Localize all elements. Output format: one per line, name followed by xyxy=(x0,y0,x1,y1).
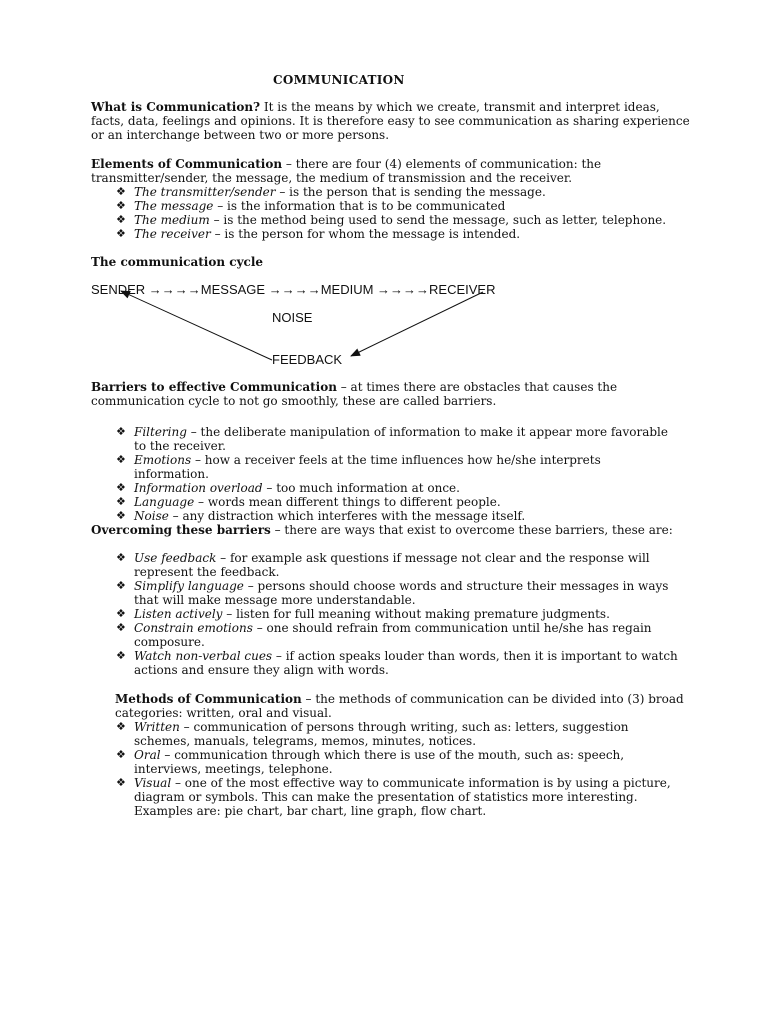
feedback-to-sender-arrow xyxy=(121,291,272,360)
element-desc: – is the person for whom the message is intended. xyxy=(210,227,521,241)
method-term: Oral xyxy=(134,748,161,762)
element-desc: – is the information that is to be communicated xyxy=(213,199,506,213)
barrier-term: Noise xyxy=(134,509,169,523)
diamond-bullet-icon: ❖ xyxy=(116,453,126,466)
diamond-bullet-icon: ❖ xyxy=(116,748,126,761)
method-term: Visual xyxy=(134,776,172,790)
overcoming-heading: Overcoming these barriers xyxy=(91,523,271,537)
list-item xyxy=(115,425,675,453)
barrier-desc: – too much information at once. xyxy=(262,481,460,495)
barrier-term: Emotions xyxy=(134,453,192,467)
overcoming-desc: – for example ask questions if message not clear and the response will represent the feedback. xyxy=(134,551,650,579)
method-term: Written xyxy=(134,720,180,734)
overcoming-term: Simplify language xyxy=(134,579,244,593)
element-term: The message xyxy=(134,199,214,213)
methods-intro: – the methods of communication can be divided into (3) broad categories: written, oral and visual. xyxy=(115,692,684,720)
methods-heading: Methods of Communication xyxy=(115,692,302,706)
list-item xyxy=(115,649,685,677)
element-term: The transmitter/sender xyxy=(134,185,276,199)
overcoming-term: Use feedback xyxy=(134,551,217,565)
cycle-noise: NOISE xyxy=(272,310,313,325)
what-is-heading: What is Communication? xyxy=(91,100,261,114)
list-item xyxy=(115,607,685,621)
list-item xyxy=(115,509,675,523)
list-item xyxy=(115,776,685,818)
what-is-text: It is the means by which we create, transmit and interpret ideas, facts, data, feelings and opinions. It is therefore easy to see communication as sharing experience or an interchange between two or more persons. xyxy=(91,100,690,142)
overcoming-desc: – persons should choose words and structure their messages in ways that will make message more understandable. xyxy=(134,579,669,607)
method-desc: – one of the most effective way to communicate information is by using a picture, diagram or symbols. This can make the presentation of statistics more interesting. Examples are: pie chart, bar chart, line graph, flow chart. xyxy=(134,776,671,818)
diamond-bullet-icon: ❖ xyxy=(116,509,126,522)
element-desc: – is the person that is sending the message. xyxy=(275,185,546,199)
list-item xyxy=(115,551,685,579)
list-item xyxy=(115,621,685,649)
diamond-bullet-icon: ❖ xyxy=(116,185,126,198)
overcoming-term: Listen actively xyxy=(134,607,223,621)
barrier-desc: – the deliberate manipulation of information to make it appear more favorable to the receiver. xyxy=(134,425,668,453)
list-item xyxy=(115,495,675,509)
cycle-line: SENDER →→→→MESSAGE →→→→MEDIUM →→→→RECEIVER xyxy=(91,282,496,297)
diamond-bullet-icon: ❖ xyxy=(116,213,126,226)
barrier-term: Filtering xyxy=(134,425,187,439)
diamond-bullet-icon: ❖ xyxy=(116,495,126,508)
list-item xyxy=(115,481,675,495)
method-desc: – communication of persons through writing, such as: letters, suggestion schemes, manuals, telegrams, memos, minutes, notices. xyxy=(134,720,629,748)
diamond-bullet-icon: ❖ xyxy=(116,199,126,212)
barrier-term: Information overload xyxy=(134,481,263,495)
diamond-bullet-icon: ❖ xyxy=(116,621,126,634)
element-desc: – is the method being used to send the message, such as letter, telephone. xyxy=(209,213,667,227)
methods-list xyxy=(115,720,685,818)
element-term: The medium xyxy=(134,213,210,227)
overcoming-paragraph xyxy=(91,523,711,537)
document-title: COMMUNICATION xyxy=(273,73,405,87)
method-desc: – communication through which there is use of the mouth, such as: speech, interviews, meetings, telephone. xyxy=(134,748,625,776)
diamond-bullet-icon: ❖ xyxy=(116,720,126,733)
overcoming-list xyxy=(115,551,685,677)
barrier-term: Language xyxy=(134,495,195,509)
overcoming-term: Constrain emotions xyxy=(134,621,253,635)
cycle-feedback: FEEDBACK xyxy=(272,352,343,367)
methods-paragraph xyxy=(115,692,685,720)
barriers-paragraph xyxy=(91,380,701,408)
list-item xyxy=(115,579,685,607)
diamond-bullet-icon: ❖ xyxy=(116,649,126,662)
diamond-bullet-icon: ❖ xyxy=(116,425,126,438)
diamond-bullet-icon: ❖ xyxy=(116,551,126,564)
barrier-desc: – how a receiver feels at the time influences how he/she interprets information. xyxy=(134,453,601,481)
overcoming-desc: – listen for full meaning without making premature judgments. xyxy=(222,607,610,621)
barriers-list xyxy=(115,425,675,523)
diamond-bullet-icon: ❖ xyxy=(116,776,126,789)
overcoming-desc: – one should refrain from communication until he/she has regain composure. xyxy=(134,621,652,649)
list-item xyxy=(115,748,685,776)
list-item xyxy=(115,453,675,481)
barriers-heading: Barriers to effective Communication xyxy=(91,380,337,394)
diamond-bullet-icon: ❖ xyxy=(116,579,126,592)
list-item xyxy=(115,720,685,748)
barriers-intro: – at times there are obstacles that causes the communication cycle to not go smoothly, these are called barriers. xyxy=(91,380,618,408)
diamond-bullet-icon: ❖ xyxy=(116,607,126,620)
overcoming-term: Watch non-verbal cues xyxy=(134,649,273,663)
overcoming-desc: – if action speaks louder than words, then it is important to watch actions and ensure they align with words. xyxy=(134,649,678,677)
diamond-bullet-icon: ❖ xyxy=(116,227,126,240)
elements-intro: – there are four (4) elements of communication: the transmitter/sender, the message, the medium of transmission and the receiver. xyxy=(91,157,602,185)
barrier-desc: – words mean different things to different people. xyxy=(194,495,501,509)
diamond-bullet-icon: ❖ xyxy=(116,481,126,494)
barrier-desc: – any distraction which interferes with the message itself. xyxy=(168,509,526,523)
cycle-heading: The communication cycle xyxy=(91,255,264,269)
overcoming-intro: – there are ways that exist to overcome these barriers, these are: xyxy=(270,523,673,537)
element-term: The receiver xyxy=(134,227,211,241)
elements-heading: Elements of Communication xyxy=(91,157,283,171)
receiver-to-feedback-arrow xyxy=(351,292,483,356)
